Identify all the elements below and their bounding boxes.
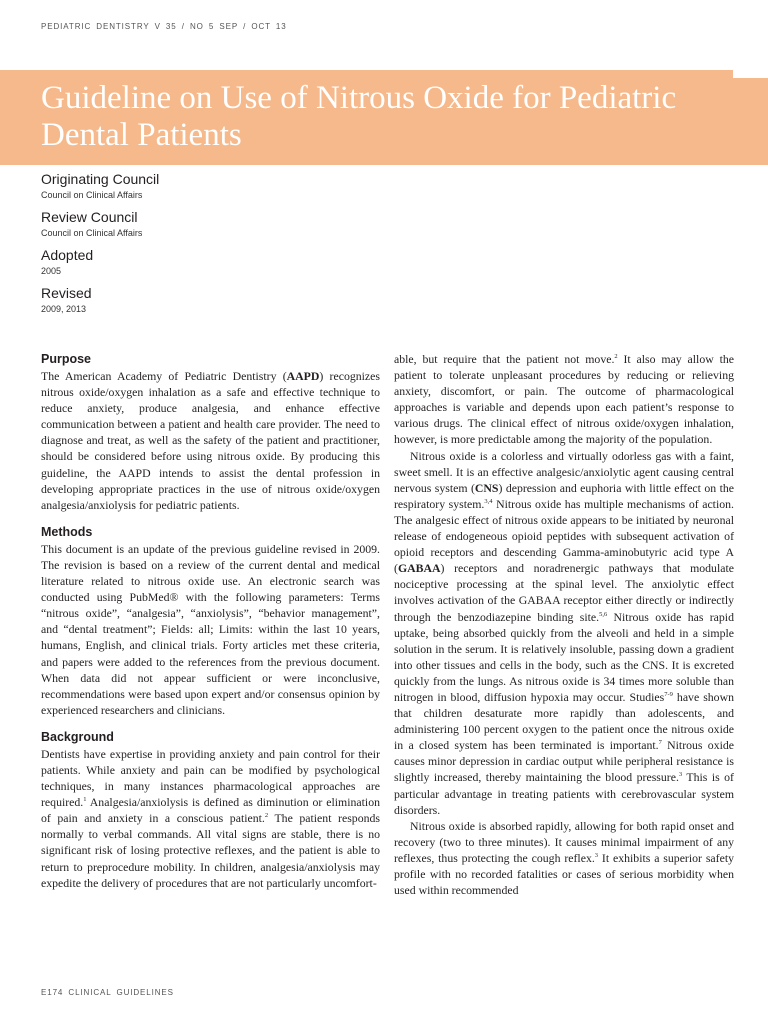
review-council-label: Review Council: [41, 209, 138, 225]
originating-council-value: Council on Clinical Affairs: [41, 190, 143, 200]
revised-value: 2009, 2013: [41, 304, 87, 314]
purpose-paragraph: The American Academy of Pediatric Dentistry (AAPD) recognizes nitrous oxide/oxygen inhalation as a safe and effective technique to reduce anxiety, produce analgesia, and enhance effective communication between a patient and health care provider. The need to diagnose and treat, as well as the safety of the patient and practitioner, should be considered before using nitrous oxide. By producing this guideline, the AAPD intends to assist the dental profession in developing appropriate practices in the use of nitrous oxide/oxygen analgesia/anxiolysis for pediatric patients.: [41, 369, 380, 512]
citation-ref: 7-9: [664, 690, 673, 698]
page-footer: E174 CLINICAL GUIDELINES: [41, 988, 174, 997]
citation-ref: 3: [594, 851, 599, 859]
originating-council-label: Originating Council: [41, 171, 160, 187]
citation-ref: 2: [264, 812, 269, 820]
background-heading: Background: [41, 729, 114, 744]
purpose-heading: Purpose: [41, 352, 92, 366]
citation-ref: 7: [658, 739, 662, 747]
running-head: PEDIATRIC DENTISTRY V 35 / NO 5 SEP / OCT 13: [41, 22, 287, 31]
citation-ref: 5,6: [599, 610, 608, 618]
revised-label: Revised: [41, 285, 92, 301]
adopted-value: 2005: [41, 266, 62, 276]
document-title: Guideline on Use of Nitrous Oxide for Pediatric Dental Patients: [41, 80, 677, 153]
left-column: [41, 351, 380, 891]
nitrous-oxide-properties-paragraph: Nitrous oxide is a colorless and virtually odorless gas with a faint, sweet smell. It is an effective analgesic/anxiolytic agent causing central nervous system (CNS) depression and euphoria with little effect on the respiratory system.$^{3,4}$ Nitrous oxide has multiple mechanisms of action. The analgesic effect of nitrous oxide appears to be initiated by neuronal release of endogeneous opioid peptides with subsequent activation of opioid receptors and descending Gamma-aminobutyric acid type A (GABAA) receptors and noradrenergic pathways that modulate nociceptive processing at the spinal level. The anxiolytic effect involves activation of the GABAA receptor either directly or indirectly through the benzodiazepine binding site.$^{5,6}$ Nitrous oxide has rapid uptake, being absorbed quickly from the alveoli and held in a simple solution in the serum. It is relatively insoluble, passing down a gradient into other tissues and cells in the body, such as the CNS. It is excreted quickly from the lungs. As nitrous oxide is 34 times more soluble than nitrogen in blood, diffusion hypoxia may occur. Studies$^{7-9}$ have shown that children desaturate more rapidly than adolescents, and administering 100 percent oxygen to the patient once the nitrous oxide in a closed system has been terminated is important.$^7$ Nitrous oxide causes minor depression in cardiac output while peripheral resistance is slightly increased, thereby maintaining the blood pressure.$^3$ This is of particular advantage in treating patients with cerebrovascular system disorders.: [394, 448, 734, 817]
cns-abbreviation: CNS: [474, 480, 499, 495]
aapd-abbreviation: AAPD: [286, 369, 320, 383]
review-council-value: Council on Clinical Affairs: [41, 228, 143, 238]
gabaa-abbreviation: GABAA: [397, 561, 441, 576]
background-continued-paragraph: able, but require that the patient not move.$^2$ It also may allow the patient to tolerate unpleasant procedures by reducing or relieving anxiety, discomfort, or pain. The outcome of pharmacological approaches is variable and depends upon each patient’s response to various drugs. The clinical effect of nitrous oxide/oxygen inhalation, however, is more predictable among the majority of the population.: [394, 352, 735, 447]
methods-heading: Methods: [41, 524, 93, 539]
citation-ref: 2: [614, 353, 618, 360]
background-paragraph: Dentists have expertise in providing anxiety and pain control for their patients. While anxiety and pain can be modified by psychological techniques, in many instances pharmacological approaches are required.$^1$ Analgesia/anxiolysis is defined as diminution or elimination of pain and anxiety in a conscious patient.$^2$ The patient responds normally to verbal commands. All vital signs are stable, there is no significant risk of losing protective reflexes, and the patient is able to return to preprocedure mobility. In children, analgesia/anxiolysis may expedite the delivery of procedures that are not particularly uncomfort-: [41, 746, 380, 890]
title-band-edge: [733, 78, 768, 165]
citation-ref: 3,4: [484, 497, 493, 505]
right-column: [394, 351, 734, 898]
guideline-metadata: [41, 170, 401, 322]
nitrous-oxide-absorption-paragraph: Nitrous oxide is absorbed rapidly, allowing for both rapid onset and recovery (two to three minutes). It causes minimal impairment of any reflexes, thus protecting the cough reflex.$^3$ It exhibits a superior safety profile with no recorded fatalities or cases of serious morbidity when used within recommended: [394, 818, 734, 898]
adopted-label: Adopted: [41, 247, 94, 263]
citation-ref: 1: [83, 796, 87, 804]
citation-ref: 3: [678, 771, 683, 779]
methods-paragraph: This document is an update of the previous guideline revised in 2009. The revision is based on a review of the current dental and medical literature related to nitrous oxide use. An electronic search was conducted using PubMed® with the following parameters: Terms “nitrous oxide”, “analgesia”, “anxiolysis”, “behavior management”, and “dental treatment”; Fields: all; Limits: within the last 10 years, humans, English, and clinical trials. Forty articles met these criteria, and papers were added to the references from the previous document. When data did not appear sufficient or were inconclusive, recommendations were based upon expert and/or consensus opinion by experienced researchers and clinicians.: [41, 541, 380, 717]
